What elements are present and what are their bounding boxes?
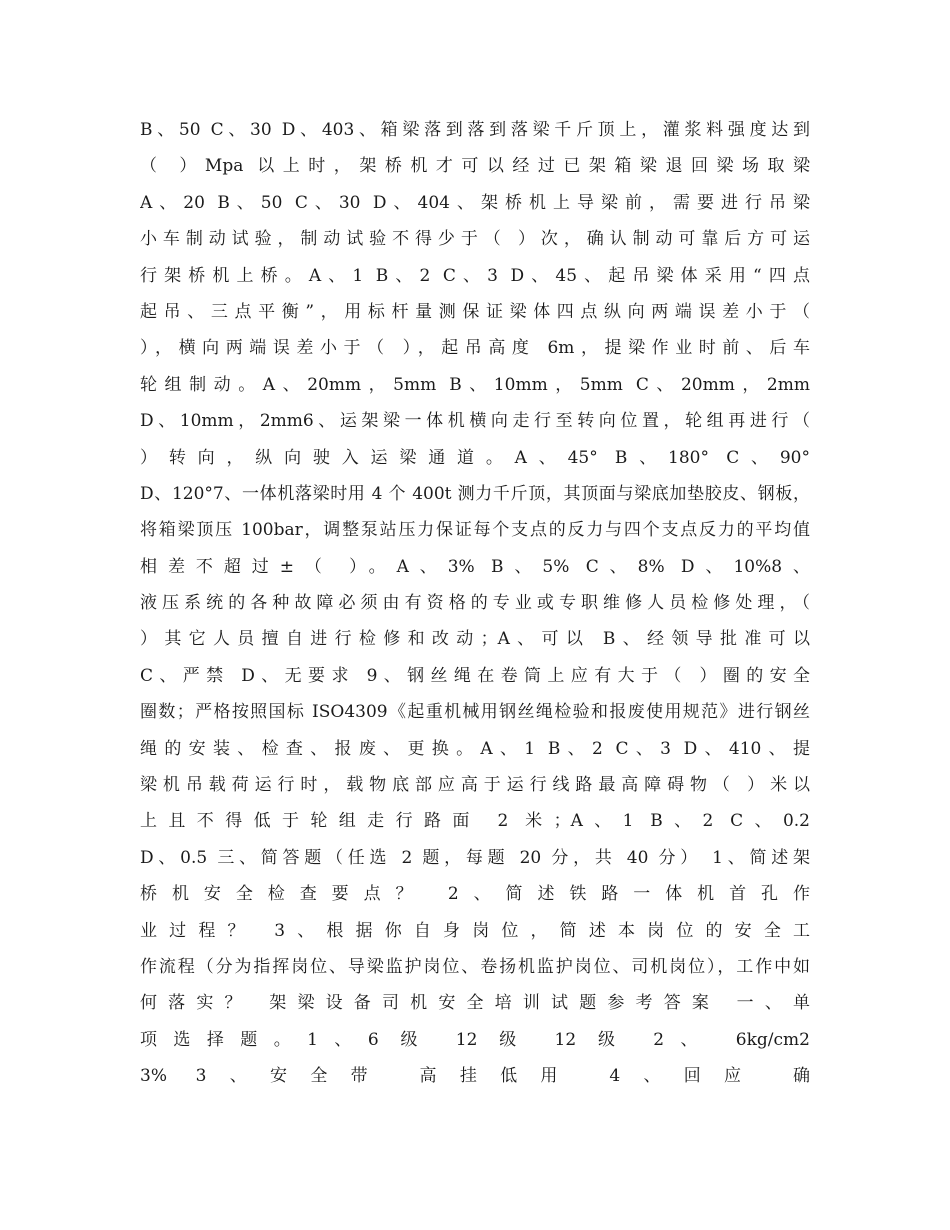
text-line-13: 相差不超过±（ ）。A、3% B、5% C、8% D、10%8、 [140,556,810,577]
text-line-8: 轮组制动。A、20mm，5mm B、10mm，5mm C、20mm，2mm [140,374,810,395]
text-line-17: 圈数；严格按照国标 ISO4309《起重机械用钢丝绳检验和报废使用规范》进行钢丝 [140,702,810,723]
text-line-7: ），横向两端误差小于（ ），起吊高度 6m，提梁作业时前、后车 [140,338,810,359]
text-line-24: 作流程（分为指挥岗位、导梁监护岗位、卷扬机监护岗位、司机岗位），工作中如 [140,956,810,977]
text-line-15: ）其它人员擅自进行检修和改动；A、可以 B、经领导批准可以 [140,629,810,650]
text-line-2: （ ）Mpa 以上时，架桥机才可以经过已架箱梁退回梁场取梁 [140,156,810,177]
text-line-3: A、20 B、50 C、30 D、404、架桥机上导梁前，需要进行吊梁 [140,192,810,213]
text-line-21: D、0.5 三、简答题（任选 2 题，每题 20 分，共 40 分） 1、简述架 [140,847,810,868]
text-line-5: 行架桥机上桥。A、1 B、2 C、3 D、45、起吊梁体采用“四点 [140,265,810,286]
text-line-12: 将箱梁顶压 100bar，调整泵站压力保证每个支点的反力与四个支点反力的平均值 [140,520,810,541]
text-line-14: 液压系统的各种故障必须由有资格的专业或专职维修人员检修处理，（ [140,593,810,614]
text-line-27: 3% 3、安全带 高挂低用 4、回应 确 [140,1066,810,1087]
text-line-11: D、120°7、一体机落梁时用 4 个 400t 测力千斤顶，其顶面与梁底加垫胶皮、钢板， [140,483,810,504]
text-line-20: 上且不得低于轮组走行路面 2 米；A、1 B、2 C、0.2 [140,811,810,832]
text-line-1: B、50 C、30 D、403、箱梁落到落到落梁千斤顶上，灌浆料强度达到 [140,120,810,140]
text-line-6: 起吊、三点平衡”，用标杆量测保证梁体四点纵向两端误差小于（ [140,301,810,322]
text-line-26: 项选择题。1、6 级 12 级 12 级 2、 6kg/cm2 [140,1029,810,1050]
text-line-23: 业过程？ 3、根据你自身岗位，简述本岗位的安全工 [140,920,810,941]
text-line-10: ）转向，纵向驶入运梁通道。A、45° B、180° C、90° [140,447,810,468]
text-line-19: 梁机吊载荷运行时，载物底部应高于运行线路最高障碍物（ ）米以 [140,775,810,796]
body-text [140,112,810,1095]
text-line-18: 绳的安装、检查、报废、更换。A、1 B、2 C、3 D、410、提 [140,738,810,759]
text-line-4: 小车制动试验，制动试验不得少于（ ）次，确认制动可靠后方可运 [140,229,810,250]
text-line-16: C、严禁 D、无要求 9、钢丝绳在卷筒上应有大于（ ）圈的安全 [140,665,810,686]
text-line-22: 桥机安全检查要点？ 2、简述铁路一体机首孔作 [140,884,810,905]
text-line-25: 何落实？ 架梁设备司机安全培训试题参考答案 一、单 [140,993,810,1014]
text-line-9: D、10mm，2mm6、运架梁一体机横向走行至转向位置，轮组再进行（ [140,411,810,432]
